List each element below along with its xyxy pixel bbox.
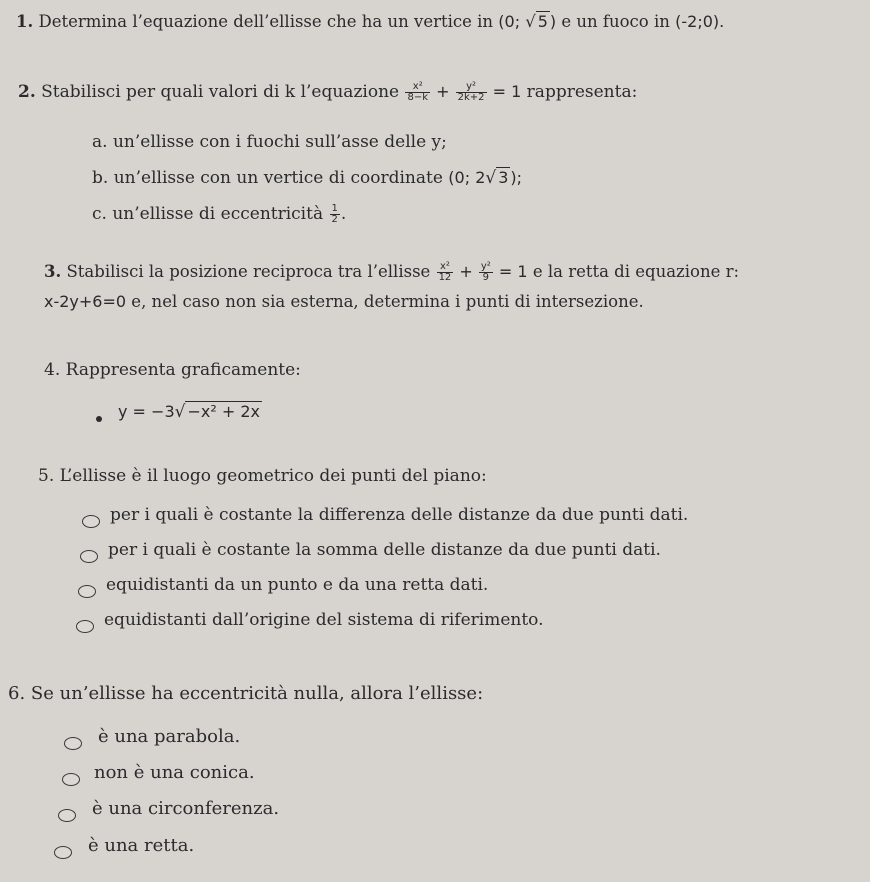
item-label-b: b. <box>92 168 109 188</box>
bullet-icon <box>96 416 102 422</box>
radio-q6-option-3[interactable] <box>58 809 76 822</box>
question-2 <box>18 82 637 103</box>
question-2-text-b: rappresenta: <box>521 82 638 102</box>
question-1-text-b: e un fuoco in <box>556 12 676 31</box>
question-3-text: Stabilisci la posizione reciproca tra l’ellisse <box>66 262 436 281</box>
question-4-equation: y = −3√ −x² + 2x <box>118 402 260 422</box>
option-label: è una retta. <box>88 835 195 856</box>
option-label: equidistanti da un punto e da una retta dati. <box>106 575 489 595</box>
vertex-close: ) <box>549 12 557 31</box>
item-label-a: a. <box>92 132 108 152</box>
item-text-a: un’ellisse con i fuochi sull’asse delle y; <box>112 132 447 152</box>
question-4 <box>44 360 301 380</box>
radio-q5-option-2[interactable] <box>80 550 98 563</box>
question-2-number: 2. <box>18 82 36 102</box>
plus-sign: + <box>431 82 455 101</box>
vertex-root: 5 <box>537 12 548 31</box>
question-5-number: 5. <box>38 466 55 486</box>
question-2b: b. un’ellisse con un vertice di coordinate (0; 2√ 3 ); <box>92 168 523 188</box>
option-label: per i quali è costante la differenza delle distanze da due punti dati. <box>110 505 689 525</box>
coord-close: ); <box>510 168 523 187</box>
question-1-number: 1. <box>16 12 34 31</box>
option-label: equidistanti dall’origine del sistema di riferimento. <box>104 610 544 630</box>
question-4-number: 4. <box>44 360 61 380</box>
question-3 <box>44 262 739 283</box>
item-dot: . <box>340 204 347 224</box>
question-5 <box>38 466 487 486</box>
question-1-text: Determina l’equazione dell’ellisse che ha un vertice in <box>38 12 499 31</box>
radio-q6-option-4[interactable] <box>54 846 72 859</box>
option-label: è una circonferenza. <box>92 798 280 819</box>
coord-open: (0; 2 <box>448 168 486 187</box>
question-4-text: Rappresenta graficamente: <box>65 360 301 380</box>
equation-root: −x² + 2x <box>187 402 260 421</box>
question-2c <box>92 204 346 225</box>
option-label: non è una conica. <box>94 762 255 783</box>
question-3-number: 3. <box>44 262 62 281</box>
fraction-y9: $\frac{\text{y²}}{9}$ <box>480 261 491 283</box>
question-3-text-c: e, nel caso non sia esterna, determina i punti di intersezione. <box>126 292 644 311</box>
fraction-half: $\frac{1}{2}$ <box>331 203 338 225</box>
question-2a <box>92 132 447 152</box>
fraction-x12: $\frac{\text{x²}}{12}$ <box>438 261 452 283</box>
item-text-b: un’ellisse con un vertice di coordinate <box>113 168 449 188</box>
radio-q5-option-3[interactable] <box>78 585 96 598</box>
question-6 <box>8 683 483 704</box>
question-1: 1. Determina l’equazione dell’ellisse che ha un vertice in (0; √ 5 ) e un fuoco in (-2;0). <box>16 12 725 31</box>
equals-one-3: = 1 <box>493 262 528 281</box>
question-6-number: 6. <box>8 683 26 704</box>
vertex-open: (0; <box>498 12 526 31</box>
focus-coord: (-2;0). <box>675 12 725 31</box>
question-5-text: L’ellisse è il luogo geometrico dei punti del piano: <box>59 466 487 486</box>
item-text-c: un’ellisse di eccentricità <box>112 204 329 224</box>
question-3-line2 <box>44 292 644 311</box>
item-label-c: c. <box>92 204 107 224</box>
question-2-text: Stabilisci per quali valori di k l’equazione <box>41 82 405 102</box>
question-6-text: Se un’ellisse ha eccentricità nulla, allora l’ellisse: <box>30 683 484 704</box>
radio-q5-option-4[interactable] <box>76 620 94 633</box>
radio-q6-option-1[interactable] <box>64 737 82 750</box>
radio-q5-option-1[interactable] <box>82 515 100 528</box>
equals-one: = 1 <box>487 82 522 101</box>
fraction-x: $\frac{\text{x²}}{8-k}$ <box>407 81 429 103</box>
line-equation: x-2y+6=0 <box>44 292 127 311</box>
radio-q6-option-2[interactable] <box>62 773 80 786</box>
option-label: è una parabola. <box>98 726 241 747</box>
equation-lhs: y = −3 <box>118 402 175 421</box>
plus-sign-3: + <box>454 262 478 281</box>
fraction-y: $\frac{\text{y²}}{2k+2}$ <box>457 81 485 103</box>
option-label: per i quali è costante la somma delle distanze da due punti dati. <box>108 540 661 560</box>
question-3-text-b: e la retta di equazione r: <box>527 262 740 281</box>
coord-root: 3 <box>498 168 509 187</box>
